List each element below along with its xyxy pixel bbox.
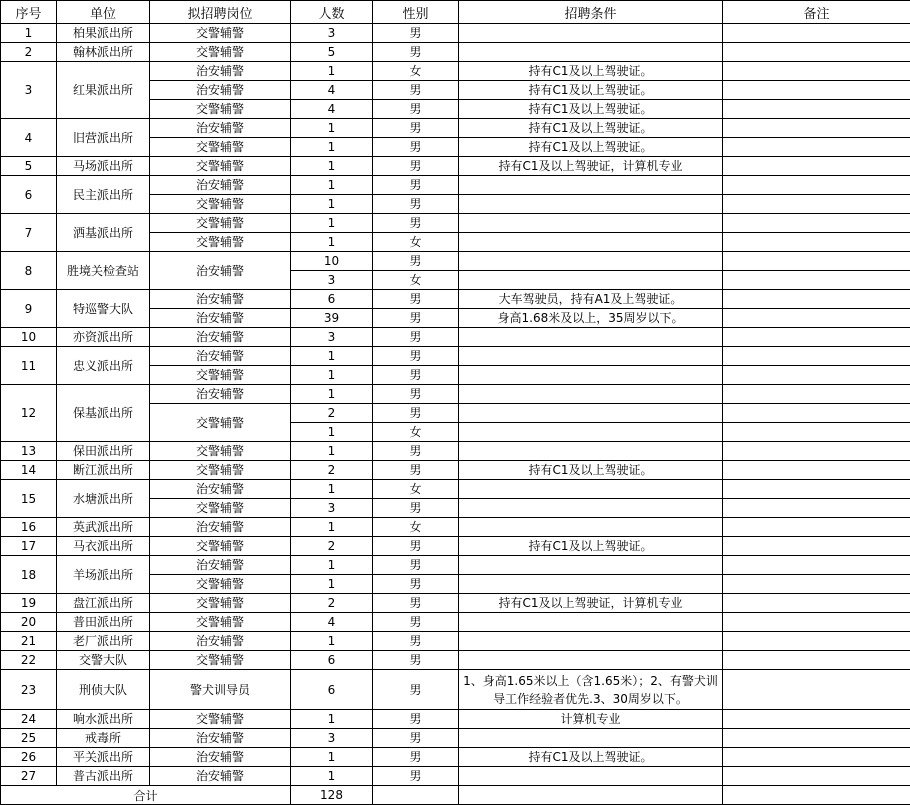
remarks-cell[interactable] <box>723 328 910 347</box>
remarks-cell[interactable] <box>723 366 910 385</box>
requirements-cell[interactable]: 计算机专业 <box>459 710 723 729</box>
gender-cell[interactable]: 男 <box>373 214 459 233</box>
total-label[interactable]: 合计 <box>1 786 291 805</box>
remarks-cell[interactable] <box>723 138 910 157</box>
count-cell[interactable]: 1 <box>291 119 373 138</box>
unit-cell[interactable]: 普古派出所 <box>57 767 150 786</box>
requirements-cell[interactable] <box>459 214 723 233</box>
position-cell[interactable]: 交警辅警 <box>150 710 291 729</box>
gender-cell[interactable]: 女 <box>373 271 459 290</box>
unit-cell[interactable]: 平关派出所 <box>57 748 150 767</box>
requirements-cell[interactable] <box>459 176 723 195</box>
count-cell[interactable]: 3 <box>291 729 373 748</box>
unit-cell[interactable]: 翰林派出所 <box>57 43 150 62</box>
position-cell[interactable]: 交警辅警 <box>150 461 291 480</box>
gender-cell[interactable]: 女 <box>373 423 459 442</box>
requirements-cell[interactable] <box>459 729 723 748</box>
table-row <box>1 461 910 480</box>
count-cell[interactable]: 39 <box>291 309 373 328</box>
unit-cell[interactable]: 断江派出所 <box>57 461 150 480</box>
unit-cell[interactable]: 马衣派出所 <box>57 537 150 556</box>
table-row <box>1 385 910 404</box>
requirements-cell[interactable] <box>459 767 723 786</box>
index-cell[interactable]: 15 <box>1 480 57 518</box>
gender-cell[interactable]: 男 <box>373 594 459 613</box>
index-cell[interactable]: 7 <box>1 214 57 252</box>
requirements-cell[interactable] <box>459 518 723 537</box>
count-cell[interactable]: 1 <box>291 518 373 537</box>
remarks-cell[interactable] <box>723 309 910 328</box>
remarks-cell[interactable] <box>723 651 910 670</box>
count-cell[interactable]: 3 <box>291 499 373 518</box>
remarks-cell[interactable] <box>723 748 910 767</box>
remarks-cell[interactable] <box>723 81 910 100</box>
requirements-cell[interactable]: 大车驾驶员，持有A1及上驾驶证。 <box>459 290 723 309</box>
remarks-cell[interactable] <box>723 499 910 518</box>
table-row <box>1 214 910 233</box>
unit-cell[interactable]: 保基派出所 <box>57 385 150 442</box>
index-cell[interactable]: 13 <box>1 442 57 461</box>
index-cell[interactable]: 8 <box>1 252 57 290</box>
count-cell[interactable]: 1 <box>291 138 373 157</box>
table-row <box>1 594 910 613</box>
table-row <box>1 347 910 366</box>
position-cell[interactable]: 治安辅警 <box>150 385 291 404</box>
unit-cell[interactable]: 红果派出所 <box>57 62 150 119</box>
unit-cell[interactable]: 保田派出所 <box>57 442 150 461</box>
total-remarks-cell[interactable] <box>723 786 910 805</box>
remarks-cell[interactable] <box>723 461 910 480</box>
count-cell[interactable]: 2 <box>291 537 373 556</box>
remarks-cell[interactable] <box>723 100 910 119</box>
unit-cell[interactable]: 老厂派出所 <box>57 632 150 651</box>
index-cell[interactable]: 1 <box>1 24 57 43</box>
position-cell[interactable]: 治安辅警 <box>150 176 291 195</box>
index-cell[interactable]: 11 <box>1 347 57 385</box>
index-cell[interactable]: 5 <box>1 157 57 176</box>
index-cell[interactable]: 9 <box>1 290 57 328</box>
header-remarks[interactable]: 备注 <box>723 1 910 24</box>
table-row <box>1 119 910 138</box>
count-cell[interactable]: 1 <box>291 480 373 499</box>
count-cell[interactable]: 10 <box>291 252 373 271</box>
requirements-cell[interactable] <box>459 366 723 385</box>
position-cell[interactable]: 交警辅警 <box>150 404 291 442</box>
count-cell[interactable]: 6 <box>291 670 373 710</box>
table-row <box>1 710 910 729</box>
index-cell[interactable]: 21 <box>1 632 57 651</box>
count-cell[interactable]: 1 <box>291 176 373 195</box>
gender-cell[interactable]: 男 <box>373 119 459 138</box>
gender-cell[interactable]: 女 <box>373 480 459 499</box>
index-cell[interactable]: 19 <box>1 594 57 613</box>
position-cell[interactable]: 治安辅警 <box>150 518 291 537</box>
requirements-cell[interactable]: 持有C1及以上驾驶证。 <box>459 62 723 81</box>
count-cell[interactable]: 6 <box>291 290 373 309</box>
unit-cell[interactable]: 民主派出所 <box>57 176 150 214</box>
gender-cell[interactable]: 男 <box>373 729 459 748</box>
remarks-cell[interactable] <box>723 214 910 233</box>
remarks-cell[interactable] <box>723 423 910 442</box>
requirements-cell[interactable] <box>459 252 723 271</box>
remarks-cell[interactable] <box>723 613 910 632</box>
requirements-cell[interactable] <box>459 575 723 594</box>
gender-cell[interactable]: 男 <box>373 290 459 309</box>
requirements-cell[interactable]: 身高1.68米及以上，35周岁以下。 <box>459 309 723 328</box>
table-row <box>1 480 910 499</box>
position-cell[interactable]: 治安辅警 <box>150 347 291 366</box>
table-row <box>1 748 910 767</box>
table-row <box>1 290 910 309</box>
unit-cell[interactable]: 洒基派出所 <box>57 214 150 252</box>
position-cell[interactable]: 交警辅警 <box>150 613 291 632</box>
remarks-cell[interactable] <box>723 347 910 366</box>
gender-cell[interactable]: 男 <box>373 670 459 710</box>
count-cell[interactable]: 1 <box>291 575 373 594</box>
gender-cell[interactable]: 男 <box>373 24 459 43</box>
requirements-cell[interactable] <box>459 499 723 518</box>
position-cell[interactable]: 治安辅警 <box>150 480 291 499</box>
index-cell[interactable]: 27 <box>1 767 57 786</box>
unit-cell[interactable]: 响水派出所 <box>57 710 150 729</box>
table-row <box>1 442 910 461</box>
header-unit[interactable]: 单位 <box>57 1 150 24</box>
requirements-cell[interactable]: 持有C1及以上驾驶证，计算机专业 <box>459 594 723 613</box>
table-row <box>1 43 910 62</box>
total-row <box>1 786 910 805</box>
gender-cell[interactable]: 男 <box>373 710 459 729</box>
position-cell[interactable]: 治安辅警 <box>150 748 291 767</box>
unit-cell[interactable]: 盘江派出所 <box>57 594 150 613</box>
position-cell[interactable]: 交警辅警 <box>150 537 291 556</box>
gender-cell[interactable]: 男 <box>373 366 459 385</box>
requirements-cell[interactable] <box>459 43 723 62</box>
remarks-cell[interactable] <box>723 442 910 461</box>
gender-cell[interactable]: 男 <box>373 195 459 214</box>
index-cell[interactable]: 24 <box>1 710 57 729</box>
count-cell[interactable]: 3 <box>291 24 373 43</box>
remarks-cell[interactable] <box>723 518 910 537</box>
remarks-cell[interactable] <box>723 62 910 81</box>
remarks-cell[interactable] <box>723 575 910 594</box>
gender-cell[interactable]: 男 <box>373 404 459 423</box>
unit-cell[interactable]: 水塘派出所 <box>57 480 150 518</box>
position-cell[interactable]: 交警辅警 <box>150 499 291 518</box>
position-cell[interactable]: 交警辅警 <box>150 214 291 233</box>
remarks-cell[interactable] <box>723 767 910 786</box>
index-cell[interactable]: 26 <box>1 748 57 767</box>
index-cell[interactable]: 20 <box>1 613 57 632</box>
requirements-cell[interactable] <box>459 613 723 632</box>
gender-cell[interactable]: 男 <box>373 138 459 157</box>
count-cell[interactable]: 1 <box>291 710 373 729</box>
count-cell[interactable]: 1 <box>291 632 373 651</box>
position-cell[interactable]: 治安辅警 <box>150 290 291 309</box>
position-cell[interactable]: 治安辅警 <box>150 767 291 786</box>
count-cell[interactable]: 2 <box>291 404 373 423</box>
position-cell[interactable]: 交警辅警 <box>150 233 291 252</box>
requirements-cell[interactable] <box>459 328 723 347</box>
count-cell[interactable]: 4 <box>291 100 373 119</box>
table-row <box>1 729 910 748</box>
requirements-cell[interactable] <box>459 347 723 366</box>
remarks-cell[interactable] <box>723 252 910 271</box>
index-cell[interactable]: 6 <box>1 176 57 214</box>
unit-cell[interactable]: 亦资派出所 <box>57 328 150 347</box>
table-row <box>1 62 910 81</box>
index-cell[interactable]: 25 <box>1 729 57 748</box>
index-cell[interactable]: 16 <box>1 518 57 537</box>
index-cell[interactable]: 2 <box>1 43 57 62</box>
position-cell[interactable]: 治安辅警 <box>150 729 291 748</box>
gender-cell[interactable]: 男 <box>373 385 459 404</box>
requirements-cell[interactable] <box>459 423 723 442</box>
remarks-cell[interactable] <box>723 290 910 309</box>
gender-cell[interactable]: 男 <box>373 767 459 786</box>
count-cell[interactable]: 2 <box>291 594 373 613</box>
remarks-cell[interactable] <box>723 195 910 214</box>
total-gender-cell[interactable] <box>373 786 459 805</box>
remarks-cell[interactable] <box>723 119 910 138</box>
count-cell[interactable]: 1 <box>291 767 373 786</box>
gender-cell[interactable]: 男 <box>373 442 459 461</box>
remarks-cell[interactable] <box>723 556 910 575</box>
gender-cell[interactable]: 男 <box>373 461 459 480</box>
gender-cell[interactable]: 男 <box>373 157 459 176</box>
requirements-cell[interactable] <box>459 651 723 670</box>
gender-cell[interactable]: 男 <box>373 632 459 651</box>
count-cell[interactable]: 1 <box>291 556 373 575</box>
table-row <box>1 24 910 43</box>
count-cell[interactable]: 1 <box>291 385 373 404</box>
remarks-cell[interactable] <box>723 157 910 176</box>
position-cell[interactable]: 交警辅警 <box>150 24 291 43</box>
position-cell[interactable]: 交警辅警 <box>150 138 291 157</box>
requirements-cell[interactable]: 持有C1及以上驾驶证。 <box>459 537 723 556</box>
count-cell[interactable]: 2 <box>291 461 373 480</box>
position-cell[interactable]: 警犬训导员 <box>150 670 291 710</box>
remarks-cell[interactable] <box>723 271 910 290</box>
gender-cell[interactable]: 女 <box>373 233 459 252</box>
index-cell[interactable]: 12 <box>1 385 57 442</box>
gender-cell[interactable]: 男 <box>373 537 459 556</box>
remarks-cell[interactable] <box>723 43 910 62</box>
remarks-cell[interactable] <box>723 176 910 195</box>
index-cell[interactable]: 3 <box>1 62 57 119</box>
unit-cell[interactable]: 刑侦大队 <box>57 670 150 710</box>
unit-cell[interactable]: 胜境关检查站 <box>57 252 150 290</box>
count-cell[interactable]: 1 <box>291 748 373 767</box>
position-cell[interactable]: 交警辅警 <box>150 195 291 214</box>
remarks-cell[interactable] <box>723 537 910 556</box>
requirements-cell[interactable] <box>459 271 723 290</box>
count-cell[interactable]: 3 <box>291 271 373 290</box>
unit-cell[interactable]: 英武派出所 <box>57 518 150 537</box>
index-cell[interactable]: 22 <box>1 651 57 670</box>
requirements-cell[interactable]: 持有C1及以上驾驶证。 <box>459 748 723 767</box>
requirements-cell[interactable] <box>459 404 723 423</box>
requirements-cell[interactable]: 持有C1及以上驾驶证。 <box>459 100 723 119</box>
requirements-cell[interactable]: 持有C1及以上驾驶证。 <box>459 119 723 138</box>
header-row <box>1 1 910 24</box>
remarks-cell[interactable] <box>723 729 910 748</box>
table-row <box>1 328 910 347</box>
requirements-cell[interactable]: 持有C1及以上驾驶证。 <box>459 81 723 100</box>
requirements-cell[interactable]: 持有C1及以上驾驶证，计算机专业 <box>459 157 723 176</box>
requirements-cell[interactable]: 1、身高1.65米以上（含1.65米）；2、有警犬训导工作经验者优先.3、30周岁以下。 <box>459 670 723 710</box>
requirements-cell[interactable]: 持有C1及以上驾驶证。 <box>459 461 723 480</box>
table-row <box>1 252 910 271</box>
unit-cell[interactable]: 羊场派出所 <box>57 556 150 594</box>
position-cell[interactable]: 治安辅警 <box>150 632 291 651</box>
remarks-cell[interactable] <box>723 670 910 710</box>
table-row <box>1 613 910 632</box>
position-cell[interactable]: 交警辅警 <box>150 594 291 613</box>
table-row <box>1 767 910 786</box>
gender-cell[interactable]: 男 <box>373 499 459 518</box>
unit-cell[interactable]: 普田派出所 <box>57 613 150 632</box>
index-cell[interactable]: 14 <box>1 461 57 480</box>
remarks-cell[interactable] <box>723 480 910 499</box>
position-cell[interactable]: 治安辅警 <box>150 556 291 575</box>
gender-cell[interactable]: 男 <box>373 748 459 767</box>
gender-cell[interactable]: 男 <box>373 176 459 195</box>
count-cell[interactable]: 1 <box>291 347 373 366</box>
requirements-cell[interactable] <box>459 233 723 252</box>
count-cell[interactable]: 1 <box>291 195 373 214</box>
position-cell[interactable]: 交警辅警 <box>150 100 291 119</box>
requirements-cell[interactable] <box>459 556 723 575</box>
gender-cell[interactable]: 男 <box>373 651 459 670</box>
gender-cell[interactable]: 男 <box>373 252 459 271</box>
position-cell[interactable]: 交警辅警 <box>150 43 291 62</box>
index-cell[interactable]: 17 <box>1 537 57 556</box>
remarks-cell[interactable] <box>723 632 910 651</box>
position-cell[interactable]: 治安辅警 <box>150 81 291 100</box>
index-cell[interactable]: 10 <box>1 328 57 347</box>
count-cell[interactable]: 1 <box>291 233 373 252</box>
count-cell[interactable]: 1 <box>291 62 373 81</box>
header-index[interactable]: 序号 <box>1 1 57 24</box>
requirements-cell[interactable] <box>459 385 723 404</box>
remarks-cell[interactable] <box>723 404 910 423</box>
position-cell[interactable]: 交警辅警 <box>150 442 291 461</box>
remarks-cell[interactable] <box>723 24 910 43</box>
position-cell[interactable]: 交警辅警 <box>150 157 291 176</box>
header-count[interactable]: 人数 <box>291 1 373 24</box>
count-cell[interactable]: 3 <box>291 328 373 347</box>
remarks-cell[interactable] <box>723 385 910 404</box>
position-cell[interactable]: 治安辅警 <box>150 328 291 347</box>
table-row <box>1 670 910 710</box>
requirements-cell[interactable] <box>459 632 723 651</box>
gender-cell[interactable]: 男 <box>373 556 459 575</box>
gender-cell[interactable]: 男 <box>373 309 459 328</box>
gender-cell[interactable]: 男 <box>373 81 459 100</box>
gender-cell[interactable]: 女 <box>373 518 459 537</box>
count-cell[interactable]: 4 <box>291 613 373 632</box>
unit-cell[interactable]: 旧营派出所 <box>57 119 150 157</box>
header-requirements[interactable]: 招聘条件 <box>459 1 723 24</box>
position-cell[interactable]: 治安辅警 <box>150 252 291 290</box>
table-row <box>1 176 910 195</box>
unit-cell[interactable]: 柏果派出所 <box>57 24 150 43</box>
remarks-cell[interactable] <box>723 594 910 613</box>
requirements-cell[interactable] <box>459 195 723 214</box>
count-cell[interactable]: 1 <box>291 423 373 442</box>
gender-cell[interactable]: 男 <box>373 575 459 594</box>
position-cell[interactable]: 交警辅警 <box>150 575 291 594</box>
remarks-cell[interactable] <box>723 710 910 729</box>
count-cell[interactable]: 1 <box>291 214 373 233</box>
index-cell[interactable]: 18 <box>1 556 57 594</box>
unit-cell[interactable]: 马场派出所 <box>57 157 150 176</box>
table-row <box>1 537 910 556</box>
header-gender[interactable]: 性别 <box>373 1 459 24</box>
count-cell[interactable]: 6 <box>291 651 373 670</box>
total-count[interactable]: 128 <box>291 786 373 805</box>
position-cell[interactable]: 治安辅警 <box>150 62 291 81</box>
index-cell[interactable]: 23 <box>1 670 57 710</box>
table-row <box>1 157 910 176</box>
count-cell[interactable]: 1 <box>291 442 373 461</box>
table-row <box>1 651 910 670</box>
requirements-cell[interactable]: 持有C1及以上驾驶证。 <box>459 138 723 157</box>
position-cell[interactable]: 治安辅警 <box>150 119 291 138</box>
remarks-cell[interactable] <box>723 233 910 252</box>
unit-cell[interactable]: 戒毒所 <box>57 729 150 748</box>
table-row <box>1 556 910 575</box>
unit-cell[interactable]: 交警大队 <box>57 651 150 670</box>
count-cell[interactable]: 4 <box>291 81 373 100</box>
count-cell[interactable]: 1 <box>291 157 373 176</box>
index-cell[interactable]: 4 <box>1 119 57 157</box>
header-position[interactable]: 拟招聘岗位 <box>150 1 291 24</box>
position-cell[interactable]: 交警辅警 <box>150 366 291 385</box>
requirements-cell[interactable] <box>459 480 723 499</box>
gender-cell[interactable]: 男 <box>373 100 459 119</box>
unit-cell[interactable]: 忠义派出所 <box>57 347 150 385</box>
requirements-cell[interactable] <box>459 24 723 43</box>
position-cell[interactable]: 治安辅警 <box>150 309 291 328</box>
table-row <box>1 518 910 537</box>
gender-cell[interactable]: 男 <box>373 613 459 632</box>
gender-cell[interactable]: 男 <box>373 43 459 62</box>
gender-cell[interactable]: 男 <box>373 328 459 347</box>
count-cell[interactable]: 1 <box>291 366 373 385</box>
gender-cell[interactable]: 男 <box>373 347 459 366</box>
total-requirements-cell[interactable] <box>459 786 723 805</box>
table-row <box>1 632 910 651</box>
count-cell[interactable]: 5 <box>291 43 373 62</box>
position-cell[interactable]: 交警辅警 <box>150 651 291 670</box>
gender-cell[interactable]: 女 <box>373 62 459 81</box>
requirements-cell[interactable] <box>459 442 723 461</box>
unit-cell[interactable]: 特巡警大队 <box>57 290 150 328</box>
